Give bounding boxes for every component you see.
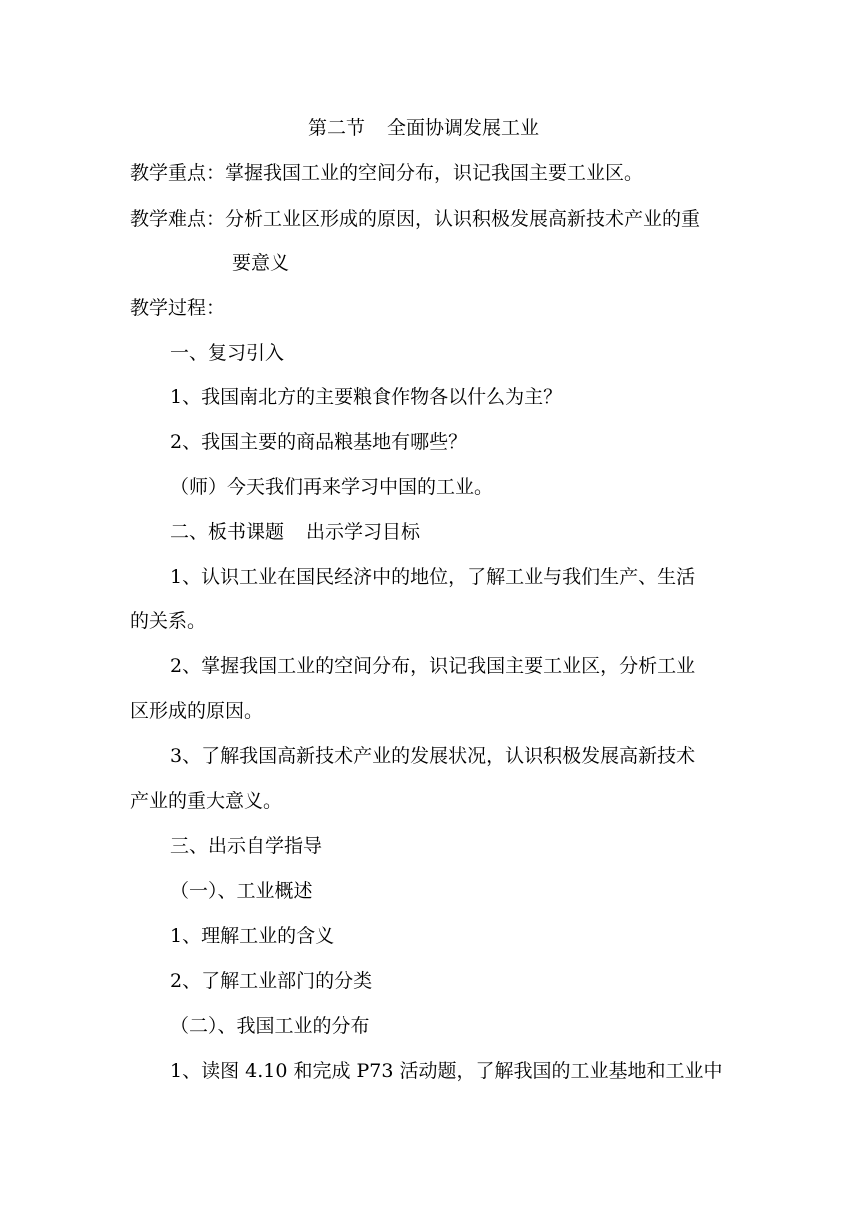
section-3-heading: 三、出示自学指导 bbox=[170, 835, 323, 857]
section-title: 全面协调发展工业 bbox=[387, 117, 540, 139]
section-2-heading bbox=[170, 520, 420, 544]
goal-1-line-2: 的关系。 bbox=[130, 610, 207, 632]
subsection-2-heading: （二）、我国工业的分布 bbox=[170, 1015, 370, 1037]
section-1-question-1: 1、我国南北方的主要粮食作物各以什么为主？ bbox=[170, 386, 563, 408]
subsection-1-item-1: 1、理解工业的含义 bbox=[170, 925, 335, 947]
goal-3-line-1: 3、了解我国高新技术产业的发展状况，认识积极发展高新技术 bbox=[170, 745, 696, 767]
difficulty-line-2: 要意义 bbox=[232, 252, 290, 274]
section-1-teacher-note: （师）今天我们再来学习中国的工业。 bbox=[170, 476, 494, 498]
section-number: 第二节 bbox=[308, 117, 366, 139]
section-1-heading: 一、复习引入 bbox=[170, 342, 285, 364]
subsection-1-item-2: 2、了解工业部门的分类 bbox=[170, 970, 373, 992]
section-1-question-2: 2、我国主要的商品粮基地有哪些？ bbox=[170, 431, 468, 453]
subsection-2-item-1: 1、读图 4.10 和完成 P73 活动题，了解我国的工业基地和工业中 bbox=[170, 1060, 723, 1082]
goal-3-line-2: 产业的重大意义。 bbox=[130, 790, 283, 812]
key-point: 教学重点：掌握我国工业的空间分布，识记我国主要工业区。 bbox=[130, 162, 644, 184]
process-label: 教学过程： bbox=[130, 297, 226, 319]
section-2-heading-part-2: 出示学习目标 bbox=[306, 521, 421, 543]
section-2-heading-part-1: 二、板书课题 bbox=[170, 521, 285, 543]
difficulty-line-1: 教学难点：分析工业区形成的原因，认识积极发展高新技术产业的重 bbox=[130, 208, 701, 230]
document-title bbox=[308, 116, 539, 140]
goal-2-line-1: 2、掌握我国工业的空间分布，识记我国主要工业区，分析工业 bbox=[170, 655, 696, 677]
goal-2-line-2: 区形成的原因。 bbox=[130, 700, 264, 722]
goal-1-line-1: 1、认识工业在国民经济中的地位，了解工业与我们生产、生活 bbox=[170, 566, 696, 588]
subsection-1-heading: （一）、工业概述 bbox=[170, 880, 313, 902]
